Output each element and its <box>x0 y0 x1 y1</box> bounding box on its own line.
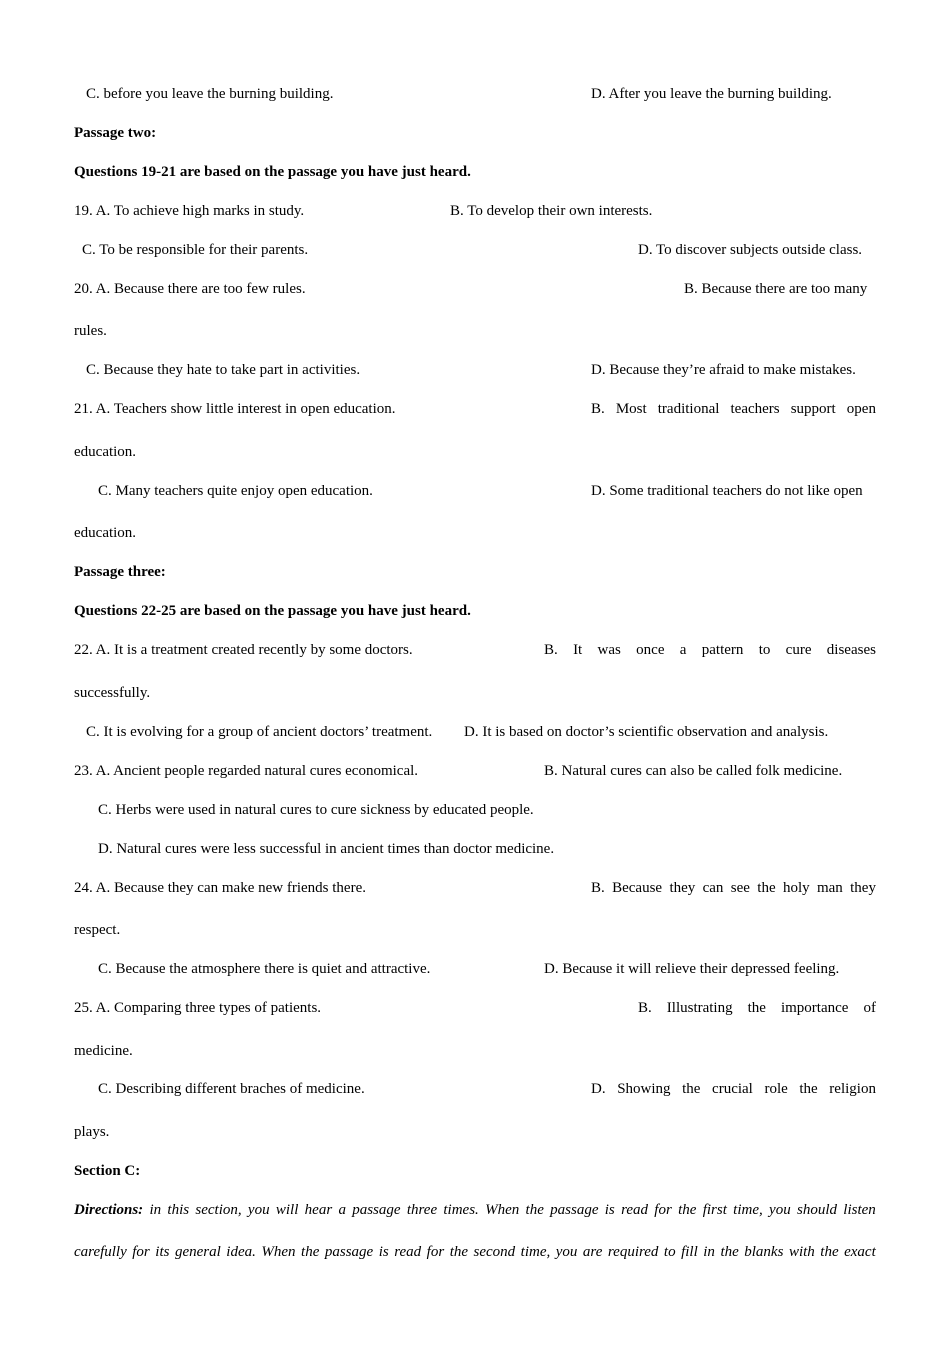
q21-option-a: 21. A. Teachers show little interest in open education. <box>74 401 396 417</box>
word: with <box>788 1244 815 1260</box>
word: the <box>799 1081 818 1097</box>
q20-option-b-cont: rules. <box>74 323 107 339</box>
section-c-heading: Section C: <box>74 1163 141 1179</box>
word: read <box>394 1244 422 1260</box>
word: the <box>720 1244 739 1260</box>
word: When <box>261 1244 296 1260</box>
word: man <box>816 880 843 896</box>
directions-line-2 <box>74 1243 876 1261</box>
word: read <box>621 1202 649 1218</box>
word: should <box>796 1202 837 1218</box>
word: B. <box>591 401 605 417</box>
word: the <box>682 1081 701 1097</box>
word: a <box>679 642 687 658</box>
word: is <box>604 1202 615 1218</box>
word: D. <box>591 1081 606 1097</box>
word: holy <box>782 880 810 896</box>
q23-option-b: B. Natural cures can also be called folk medicine. <box>544 763 843 779</box>
word: diseases <box>826 642 876 658</box>
q25-option-b <box>638 999 876 1017</box>
word: they <box>669 880 696 896</box>
word: general <box>174 1244 221 1260</box>
word: section, <box>195 1202 242 1218</box>
word: blanks <box>744 1244 784 1260</box>
word: support <box>790 401 836 417</box>
q21-option-d-cont: education. <box>74 525 137 541</box>
passage-three-heading: Passage three: <box>74 564 166 580</box>
word: open <box>846 401 876 417</box>
q25-option-b-cont: medicine. <box>74 1043 133 1059</box>
q25-option-a: 25. A. Comparing three types of patients. <box>74 1000 322 1016</box>
q22-option-b-cont: successfully. <box>74 685 151 701</box>
word: the <box>525 1202 544 1218</box>
word: religion <box>829 1081 876 1097</box>
word: for <box>426 1244 445 1260</box>
word: the <box>747 1000 766 1016</box>
q23-option-d: D. Natural cures were less successful in ancient times than doctor medicine. <box>98 841 555 857</box>
word: passage <box>324 1244 374 1260</box>
word: the <box>757 880 776 896</box>
word: first <box>702 1202 727 1218</box>
word: is <box>378 1244 389 1260</box>
word: second <box>473 1244 516 1260</box>
word: see <box>730 880 750 896</box>
q21-option-d: D. Some traditional teachers do not like open <box>591 483 863 499</box>
q20-option-d: D. Because they’re afraid to make mistakes. <box>591 362 856 378</box>
q24-option-a: 24. A. Because they can make new friends there. <box>74 880 366 896</box>
word: required <box>607 1244 659 1260</box>
word: exact <box>844 1244 876 1260</box>
word: in <box>703 1244 715 1260</box>
q20-option-c: C. Because they hate to take part in activities. <box>86 362 361 378</box>
word: pattern <box>701 642 744 658</box>
q23-option-a: 23. A. Ancient people regarded natural cures economical. <box>74 763 419 779</box>
q21-option-b-cont: education. <box>74 444 137 460</box>
word: idea. <box>226 1244 256 1260</box>
word: the <box>301 1244 320 1260</box>
q19-option-d: D. To discover subjects outside class. <box>638 242 863 258</box>
q22-option-d: D. It is based on doctor’s scientific observation and analysis. <box>464 724 829 740</box>
directions-label: Directions: <box>74 1202 144 1218</box>
word: passage <box>352 1202 401 1218</box>
word: Showing <box>617 1081 671 1097</box>
word: can <box>702 880 724 896</box>
q24-option-b-cont: respect. <box>74 922 121 938</box>
word: role <box>764 1081 788 1097</box>
word: you <box>555 1244 578 1260</box>
word: in <box>149 1202 162 1218</box>
q21-option-c: C. Many teachers quite enjoy open education. <box>98 483 373 499</box>
q19-option-b: B. To develop their own interests. <box>450 203 653 219</box>
word: time, <box>520 1244 551 1260</box>
word: hear <box>304 1202 333 1218</box>
q19-option-a: 19. A. To achieve high marks in study. <box>74 203 305 219</box>
word: traditional <box>657 401 720 417</box>
word: Most <box>615 401 647 417</box>
word: passage <box>550 1202 599 1218</box>
word: time, <box>733 1202 763 1218</box>
word: the <box>449 1244 469 1260</box>
word: for <box>132 1244 150 1260</box>
word: Illustrating <box>666 1000 733 1016</box>
word: fill <box>681 1244 698 1260</box>
word: of <box>863 1000 876 1016</box>
word: cure <box>785 642 812 658</box>
q20-option-b: B. Because there are too many <box>684 281 868 297</box>
q19-option-c: C. To be responsible for their parents. <box>82 242 309 258</box>
word: times. <box>443 1202 479 1218</box>
q25-option-d <box>591 1080 876 1098</box>
q24-option-c: C. Because the atmosphere there is quiet and attractive. <box>98 961 431 977</box>
q20-option-a: 20. A. Because there are too few rules. <box>74 281 306 297</box>
word: for <box>654 1202 672 1218</box>
word: its <box>155 1244 170 1260</box>
word: are <box>582 1244 603 1260</box>
q25-option-c: C. Describing different braches of medicine. <box>98 1081 365 1097</box>
q18-option-d: D. After you leave the burning building. <box>591 86 832 102</box>
word: this <box>167 1202 190 1218</box>
word: B. <box>544 642 558 658</box>
q24-option-b <box>591 879 876 897</box>
questions-22-25-heading: Questions 22-25 are based on the passage you have just heard. <box>74 603 471 619</box>
word: Because <box>612 880 663 896</box>
q23-option-c: C. Herbs were used in natural cures to cure sickness by educated people. <box>98 802 534 818</box>
word: importance <box>780 1000 849 1016</box>
word: they <box>850 880 876 896</box>
word: the <box>820 1244 839 1260</box>
word: carefully <box>74 1244 127 1260</box>
word: was <box>597 642 621 658</box>
word: to <box>663 1244 676 1260</box>
word: will <box>275 1202 299 1218</box>
q25-option-d-cont: plays. <box>74 1124 110 1140</box>
word: you <box>247 1202 270 1218</box>
word: B. <box>591 880 605 896</box>
word: listen <box>843 1202 876 1218</box>
word: It <box>573 642 583 658</box>
q21-option-b <box>591 400 876 418</box>
word: three <box>406 1202 438 1218</box>
word: once <box>636 642 665 658</box>
word: teachers <box>730 401 780 417</box>
q18-option-c: C. before you leave the burning building. <box>86 86 334 102</box>
word: crucial <box>712 1081 753 1097</box>
q22-option-a: 22. A. It is a treatment created recently by some doctors. <box>74 642 413 658</box>
q24-option-d: D. Because it will relieve their depressed feeling. <box>544 961 840 977</box>
word: to <box>758 642 771 658</box>
q22-option-c: C. It is evolving for a group of ancient doctors’ treatment. <box>86 724 433 740</box>
q22-option-b <box>544 641 876 659</box>
passage-two-heading: Passage two: <box>74 125 157 141</box>
questions-19-21-heading: Questions 19-21 are based on the passage you have just heard. <box>74 164 471 180</box>
word: a <box>338 1202 346 1218</box>
word: you <box>769 1202 791 1218</box>
directions-line-1 <box>74 1201 876 1219</box>
word: the <box>678 1202 697 1218</box>
word: B. <box>638 1000 652 1016</box>
word: When <box>485 1202 520 1218</box>
